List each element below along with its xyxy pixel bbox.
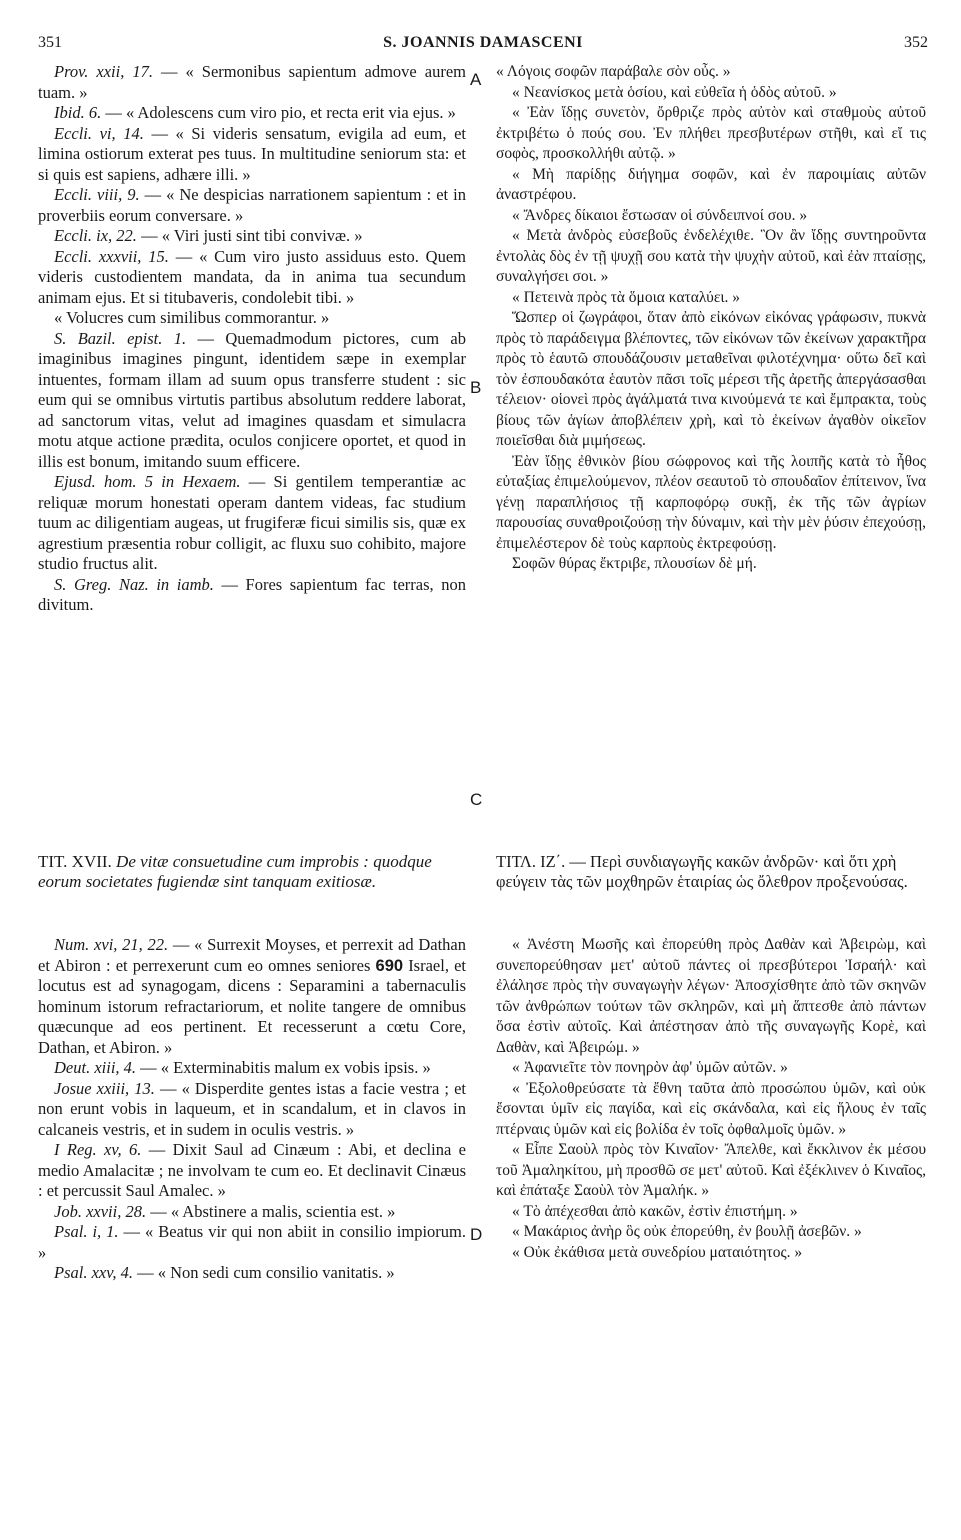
greek-paragraph: « Νεανίσκος μετὰ ὁσίου, καὶ εὐθεῖα ἡ ὁδὸς αὐτοῦ. »: [512, 83, 837, 101]
greek-column-top: [496, 62, 926, 575]
greek-paragraph: « Μὴ παρίδῃς διήγημα σοφῶν, καὶ ἐν παροιμίαις αὐτῶν ἀναστρέφου.: [496, 165, 926, 203]
greek-paragraph: « Λόγοις σοφῶν παράβαλε σὸν οὖς. »: [496, 63, 731, 80]
latin-paragraph: Eccli. ix, 22. — « Viri justi sint tibi convivæ. »: [54, 226, 363, 245]
greek-paragraph: « Ἐὰν ἴδῃς συνετὸν, ὄρθριζε πρὸς αὐτὸν καὶ σταθμοὺς αὐτοῦ ἐκτριβέτω ὁ πούς σου. Ἐν πλήθει πρεσβυτέρων στῆθι, καὶ εἴ τις σοφὸς, προσκολλήθι αὐτῷ. »: [496, 104, 926, 162]
latin-paragraph: Ejusd. hom. 5 in Hexaem. — Si gentilem temperantiæ ac reliquæ morum honestati operam dantem videas, fac studium tuum ac diligentiam augeas, ut frugiferæ ficui similis sis, quæ ex agrestium præsentia robur colligit, ac fluxu suo cohibito, majore studio fructus alit.: [38, 472, 466, 573]
latin-column-bottom: [38, 935, 466, 1284]
greek-paragraph: « Μακάριος ἀνὴρ ὃς οὐκ ἐπορεύθη, ἐν βουλῇ ἀσεβῶν. »: [512, 1223, 862, 1240]
latin-paragraph: Eccli. vi, 14. — « Si videris sensatum, evigila ad eum, et limina ostiorum exterat pes tuus. In multitudine seniorum sta: et si quis est sapiens, adhære illi. »: [38, 123, 466, 184]
page-number-left: 351: [38, 34, 62, 51]
greek-paragraph: « Ἄνδρες δίκαιοι ἔστωσαν οἱ σύνδειπνοί σου. »: [512, 206, 808, 224]
greek-paragraph: « Ἀνέστη Μωσῆς καὶ ἐπορεύθη πρὸς Δαθὰν καὶ Ἀβειρὼμ, καὶ συνεπορεύθησαν μετ' αὐτοῦ πάντες οἱ πρεσβύτεροι Ἰσραήλ· καὶ ἐλάλησε πρὸς τὴν συναγωγὴν λέγων· Ἀποσχίσθητε ἀπὸ τῶν σκηνῶν τῶν ἀνθρώπων τούτων τῶν σκληρῶν, καὶ μὴ ἅπτεσθε ἀπὸ πάντων ὅσα ἐστὶν αὐτοῖς. Καὶ ἀπέστησαν ἀπὸ τῆς συναγωγῆς Κορὲ, καὶ Δαθὰν, καὶ Ἀβειρώμ. »: [496, 936, 926, 1056]
marker-d: D: [470, 1225, 483, 1244]
marker-c: C: [470, 790, 483, 809]
greek-paragraph: « Ἐξολοθρεύσατε τὰ ἔθνη ταῦτα ἀπὸ προσώπου ὑμῶν, καὶ οὐκ ἔσονται ὑμῖν εἰς παγίδα, καὶ εἰς σκάνδαλα, καὶ εἰς ἥλους ἐν ταῖς πτέρναις ὑμῶν καὶ εἰς βολίδα ἐν τοῖς ὀφθαλμοῖς ὑμῶν. »: [496, 1079, 926, 1138]
latin-paragraph: Psal. xxv, 4. — « Non sedi cum consilio vanitatis. »: [54, 1263, 395, 1282]
page-number-right: 352: [904, 34, 928, 51]
running-title: S. JOANNIS DAMASCENI: [383, 34, 583, 51]
greek-paragraph: « Εἶπε Σαοὺλ πρὸς τὸν Κιναῖον· Ἄπελθε, καὶ ἔκκλινον ἐκ μέσου τοῦ Ἀμαληκίτου, μὴ προσθῶ σε μετ' αὐτοῦ. Καὶ ἐξέκλινεν ὁ Κιναῖος, καὶ ἐπάταξε Σαοὺλ τὸν Ἀμαλήκ. »: [496, 1141, 926, 1199]
marker-a: A: [470, 70, 482, 89]
greek-paragraph: « Τὸ ἀπέχεσθαι ἀπὸ κακῶν, ἐστὶν ἐπιστήμη. »: [512, 1202, 798, 1220]
latin-paragraph: Job. xxvii, 28. — « Abstinere a malis, scientia est. »: [54, 1201, 396, 1221]
latin-paragraph: S. Greg. Naz. in iamb. — Fores sapientum fac terras, non divitum.: [38, 574, 466, 614]
greek-paragraph: « Ἀφανιεῖτε τὸν πονηρὸν ἀφ' ὑμῶν αὐτῶν. »: [512, 1059, 788, 1076]
latin-paragraph: Psal. i, 1. — « Beatus vir qui non abiit in consilio impiorum. »: [38, 1222, 466, 1262]
latin-paragraph: Eccli. viii, 9. — « Ne despicias narrationem sapientum : et in proverbiis eorum conversare. »: [38, 185, 466, 225]
marker-b: B: [470, 378, 482, 397]
latin-paragraph: « Volucres cum similibus commorantur. »: [54, 308, 330, 327]
latin-column-top: [38, 62, 466, 616]
greek-paragraph: Ἐὰν ἴδῃς ἐθνικὸν βίου σώφρονος καὶ τῆς λοιπῆς κατὰ τὸ ἦθος εὐταξίας ἐπιμελούμενον, πλέον σεαυτοῦ τὸ σπουδαῖον ἐπίτεινον, ἵνα γένῃ παραπλήσιος τῇ καρποφόρῳ συκῇ, ἐκ τῆς τῶν ἀγρίων παρουσίας συναθροιζούσῃ τὴν δύναμιν, καὶ τὴν μὲν ῥύσιν ἐπεχούσῃ, ἐπιμελέστερον δὲ τοὺς καρποὺς ἐκτρεφούσῃ.: [496, 452, 926, 552]
greek-paragraph: « Μετὰ ἀνδρὸς εὐσεβοῦς ἐνδελέχιθε. Ὃν ἂν ἴδῃς συντηροῦντα ἐντολὰς δὸς ἐν τῇ ψυχῇ σου κατὰ τὴν ψυχὴν αὐτοῦ, καὶ ἐὰν πταίσῃς, συναλγήσει σοι. »: [496, 227, 926, 285]
page-header: [38, 34, 928, 56]
greek-paragraph: Σοφῶν θύρας ἔκτριβε, πλουσίων δὲ μή.: [512, 555, 757, 572]
section-title-greek: ΤΙΤΛ. ΙΖ΄. — Περὶ συνδιαγωγῆς κακῶν ἀνδρῶν· καὶ ὅτι χρὴ φεύγειν τὰς τῶν μοχθηρῶν ἑταιρίας ὡς ὄλεθρον προξενούσας.: [496, 852, 908, 891]
latin-paragraph: Num. xvi, 21, 22. — « Surrexit Moyses, et perrexit ad Dathan et Abiron : et perrexerunt cum eo omnes seniores 690 Israel, et locutus est ad synagogam, dicens : Separamini a tabernaculis hominum istorum refractariorum, et nolite tangere de omnibus quæcunque ad eos pertinent. Et recesserunt a cœtu Core, Dathan, et Abiron. »: [38, 935, 466, 1057]
latin-paragraph: S. Bazil. epist. 1. — Quemadmodum pictores, cum ab imaginibus imagines pingunt, identidem sæpe in exemplar intuentes, formam illam ad suum opus transferre student : sic eum qui se omnibus virtutis partibus absolutum reddere laborat, ad sanctorum vitas, velut ad imagines quasdam et simulacra motu atque actione prædita, oculos conjicere oportet, et quod in illis est bonum, imitando suum efficere.: [38, 328, 466, 471]
latin-paragraph: Deut. xiii, 4. — « Exterminabitis malum ex vobis ipsis. »: [54, 1058, 431, 1077]
latin-paragraph: Ibid. 6. — « Adolescens cum viro pio, et recta erit via ejus. »: [54, 103, 456, 122]
section-title-latin: TIT. XVII. De vitæ consuetudine cum improbis : quodque eorum societates fugiendæ sint tanquam exitiosæ.: [38, 852, 432, 891]
greek-paragraph: Ὥσπερ οἱ ζωγράφοι, ὅταν ἀπὸ εἰκόνων εἰκόνας γράφωσιν, πυκνὰ πρὸς τὸ παράδειγμα βλέποντες, τῶν εἰκόνων τῶν ἐκείνων χαρακτῆρα πρὸς τὸ ἑαυτῶ σπουδάζουσιν μεταθεῖναι φιλοτέχνημα· οὕτω δεῖ καὶ τὸν ἐσπουδακότα ἑαυτὸν πᾶσι τοῖς μέρεσι τῆς ἀρετῆς ἀπεργάσασθαι τέλειον· οἱονεὶ πρὸς ἀγάλματά τινα κινούμενά τε καὶ ἔμπρακτα, τοὺς βίους τῶν ἁγίων ἀποβλέπειν χρὴ, καὶ τὸ ἐκείνων ἀγαθὸν οἰκεῖον ποιεῖσθαι διὰ μιμήσεως.: [496, 309, 926, 449]
latin-paragraph: Josue xxiii, 13. — « Disperdite gentes istas a facie vestra ; et non erunt vobis in laqueum, et in scandalum, et in clavos in calcaneis vestris, et in sudem in oculis vestris. »: [38, 1078, 467, 1139]
greek-column-bottom: [496, 935, 926, 1263]
latin-paragraph: I Reg. xv, 6. — Dixit Saul ad Cinæum : Abi, et declina e medio Amalacitæ ; ne involvam te cum eo. Et declinavit Cinæus : et percussit Saul Amalec. »: [38, 1140, 466, 1200]
latin-paragraph: Prov. xxii, 17. — « Sermonibus sapientum admove aurem tuam. »: [38, 62, 466, 102]
latin-paragraph: Eccli. xxxvii, 15. — « Cum viro justo assiduus esto. Quem videris custodientem mandata, da in anima tua secundum animam ejus. Et si titubaveris, condolebit tibi. »: [38, 246, 467, 307]
greek-paragraph: « Πετεινὰ πρὸς τὰ ὅμοια καταλύει. »: [512, 288, 740, 306]
greek-paragraph: « Οὐκ ἐκάθισα μετὰ συνεδρίου ματαιότητος. »: [512, 1243, 803, 1261]
